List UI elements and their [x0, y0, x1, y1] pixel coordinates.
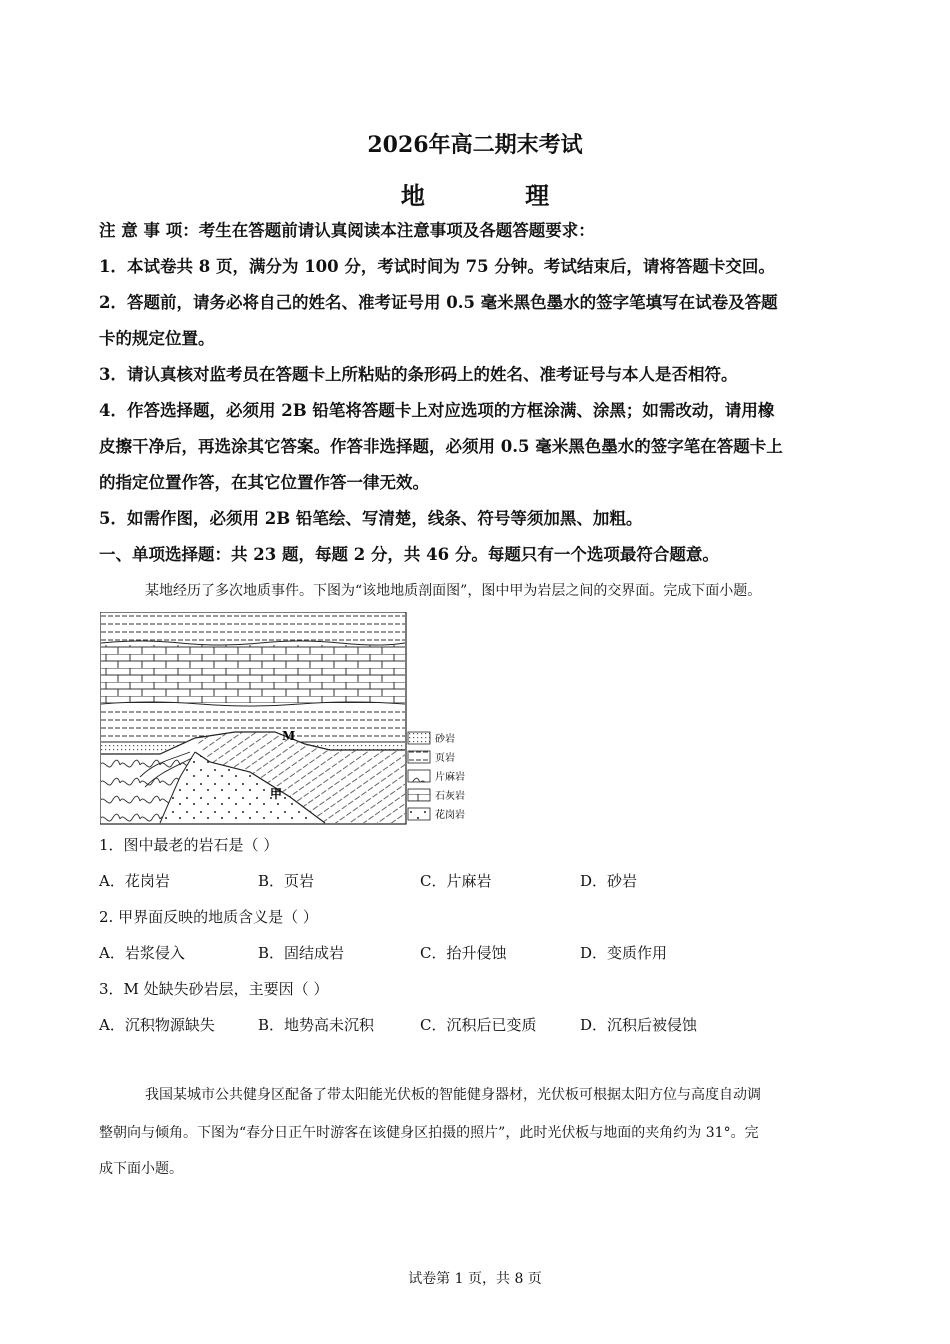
legend-swatch-limestone [408, 789, 430, 801]
option-b: B．固结成岩 [258, 944, 345, 962]
passage-1: 某地经历了多次地质事件。下图为“该地地质剖面图”，图中甲为岩层之间的交界面。完成下面小题。 [145, 583, 762, 599]
passage-2-line: 整朝向与倾角。下图为“春分日正午时游客在该健身区拍摄的照片”，此时光伏板与地面的夹角约为 31°。完 [99, 1125, 759, 1141]
legend-label: 片麻岩 [435, 772, 465, 783]
notice-heading: 注 意 事 项：考生在答题前请认真阅读本注意事项及各题答题要求： [99, 221, 595, 240]
question-stem: 3．M 处缺失砂岩层，主要因（ ） [99, 980, 329, 998]
option-d: D．变质作用 [580, 944, 668, 962]
option-a: A．沉积物源缺失 [99, 1016, 215, 1034]
passage-2-line: 成下面小题。 [99, 1161, 183, 1177]
cross-section-strata [100, 612, 406, 824]
notice-line: 3．请认真核对监考员在答题卡上所粘贴的条形码上的姓名、准考证号与本人是否相符。 [99, 365, 738, 384]
passage-2-line: 我国某城市公共健身区配备了带太阳能光伏板的智能健身器材，光伏板可根据太阳方位与高度自动调 [145, 1087, 761, 1103]
option-b: B．地势高未沉积 [258, 1016, 375, 1034]
notice-line: 2．答题前，请务必将自己的姓名、准考证号用 0.5 毫米黑色墨水的签字笔填写在试卷及答题 [99, 293, 778, 312]
question-stem: 1．图中最老的岩石是（ ） [99, 836, 279, 854]
notice-line: 卡的规定位置。 [99, 329, 215, 348]
notice-line: 皮擦干净后，再选涂其它答案。作答非选择题，必须用 0.5 毫米黑色墨水的签字笔在答题卡上 [99, 437, 783, 456]
legend [408, 732, 465, 821]
section-heading: 一、单项选择题：共 23 题，每题 2 分，共 46 分。每题只有一个选项最符合题意。 [99, 545, 719, 564]
option-b: B．页岩 [258, 872, 315, 890]
geologic-cross-section [100, 612, 480, 830]
exam-title: 2026年高二期末考试 [367, 132, 583, 158]
legend-swatch-sandstone [408, 732, 430, 744]
option-c: C．沉积后已变质 [420, 1016, 537, 1034]
notice-line: 4．作答选择题，必须用 2B 铅笔将答题卡上对应选项的方框涂满、涂黑；如需改动，请用橡 [99, 401, 775, 420]
legend-label: 砂岩 [435, 734, 455, 745]
notice-line: 1．本试卷共 8 页，满分为 100 分，考试时间为 75 分钟。考试结束后，请将答题卡交回。 [99, 257, 775, 276]
option-d: D．砂岩 [580, 872, 638, 890]
label-m: M [282, 729, 296, 743]
subject-title: 地 理 [400, 181, 596, 210]
notice-line: 5．如需作图，必须用 2B 铅笔绘、写清楚，线条、符号等须加黑、加粗。 [99, 509, 643, 528]
option-a: A．岩浆侵入 [99, 944, 185, 962]
label-jia: 甲 [270, 787, 283, 801]
option-d: D．沉积后被侵蚀 [580, 1016, 698, 1034]
page-footer: 试卷第 1 页，共 8 页 [408, 1271, 542, 1287]
option-c: C．抬升侵蚀 [420, 944, 507, 962]
option-c: C．片麻岩 [420, 872, 492, 890]
option-a: A．花岗岩 [99, 872, 170, 890]
legend-label: 石灰岩 [435, 791, 465, 802]
question-stem: 2. 甲界面反映的地质含义是（ ） [99, 908, 318, 926]
legend-swatch-shale [408, 751, 430, 763]
notice-line: 的指定位置作答，在其它位置作答一律无效。 [99, 473, 429, 492]
legend-swatch-granite [408, 808, 430, 820]
legend-label: 花岗岩 [435, 810, 465, 821]
legend-swatch-gneiss [408, 770, 430, 782]
legend-label: 页岩 [435, 753, 455, 764]
